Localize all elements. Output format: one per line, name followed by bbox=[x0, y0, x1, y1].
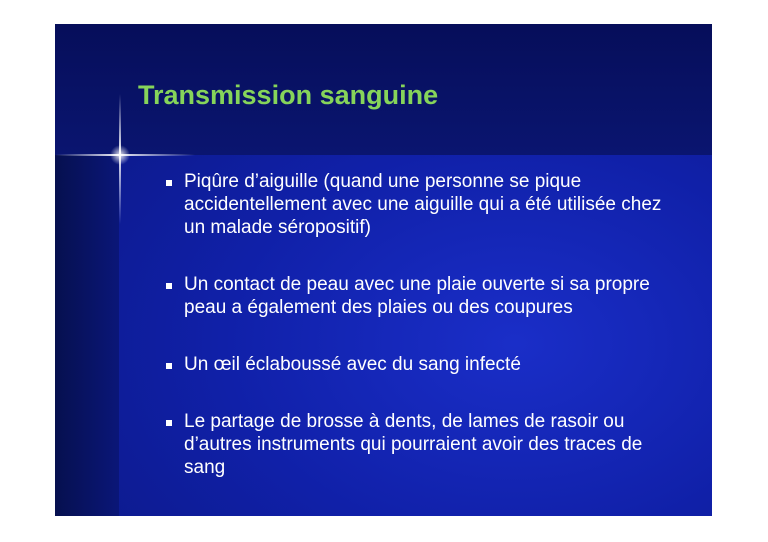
bullet-item bbox=[166, 410, 686, 479]
bullet-item bbox=[166, 273, 686, 319]
bullet-text: Le partage de brosse à dents, de lames de rasoir ou d’autres instruments qui pourraient avoir des traces de sang bbox=[184, 411, 643, 478]
square-bullet-icon bbox=[166, 363, 172, 369]
sparkle-icon bbox=[110, 145, 130, 165]
bullet-text: Un contact de peau avec une plaie ouverte si sa propre peau a également des plaies ou des coupures bbox=[184, 274, 650, 318]
bullet-item bbox=[166, 353, 686, 376]
bullet-text: Un œil éclaboussé avec du sang infecté bbox=[184, 354, 521, 375]
square-bullet-icon bbox=[166, 420, 172, 426]
square-bullet-icon bbox=[166, 283, 172, 289]
bullet-item bbox=[166, 170, 686, 239]
bullet-text: Piqûre d’aiguille (quand une personne se pique accidentellement avec une aiguille qui a été utilisée chez un malade séropositif) bbox=[184, 171, 662, 238]
slide-left-band bbox=[55, 155, 119, 516]
slide-title: Transmission sanguine bbox=[138, 80, 439, 110]
bullet-list bbox=[166, 170, 686, 479]
slide bbox=[55, 24, 712, 516]
square-bullet-icon bbox=[166, 180, 172, 186]
